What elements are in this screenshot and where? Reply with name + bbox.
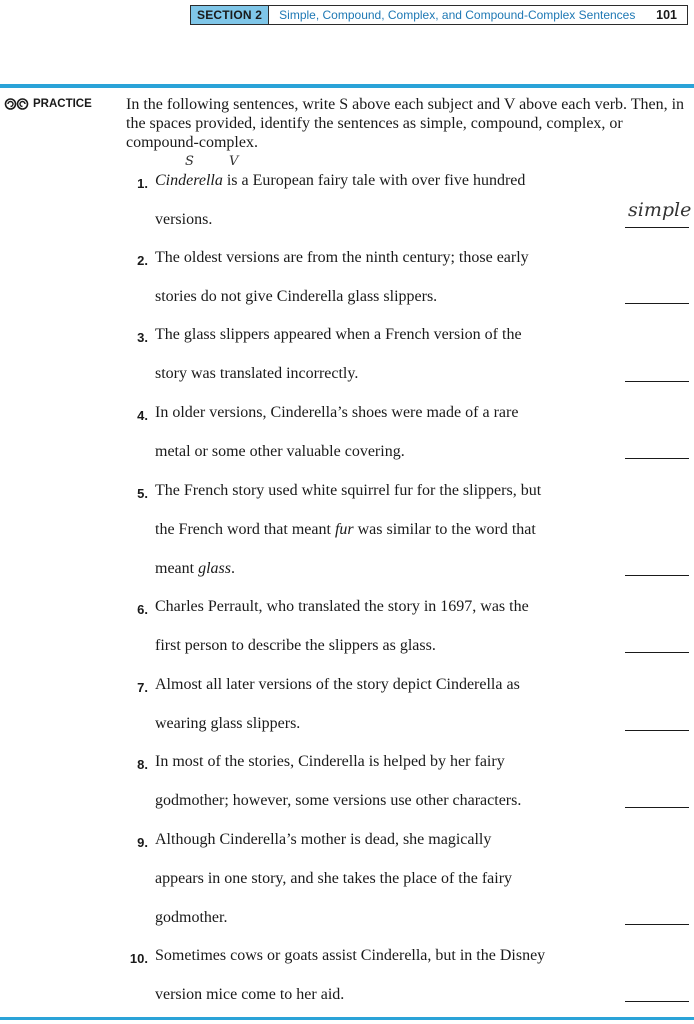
item-number: 1.: [137, 176, 148, 191]
verb-mark: V: [229, 154, 239, 169]
item-line: meant glass.: [155, 560, 235, 577]
item-line: In most of the stories, Cinderella is helped by her fairy: [155, 753, 505, 770]
answer-blank[interactable]: [625, 652, 689, 653]
top-divider: [0, 84, 694, 88]
item-line: godmother; however, some versions use other characters.: [155, 792, 522, 809]
item-number: 3.: [137, 330, 148, 345]
section-title: Simple, Compound, Complex, and Compound-Complex Sentences: [279, 8, 636, 22]
item-line: stories do not give Cinderella glass slippers.: [155, 288, 438, 305]
practice-label: [4, 98, 92, 110]
item-line: The French story used white squirrel fur for the slippers, but: [155, 482, 542, 499]
item-line: Charles Perrault, who translated the story in 1697, was the: [155, 598, 529, 615]
instructions: In the following sentences, write S above each subject and V above each verb. Then, in the spaces provided, identify the sentences as simple, compound, complex, or compound-complex.: [126, 96, 685, 151]
item-number: 9.: [137, 835, 148, 850]
page-number: 101: [656, 8, 677, 22]
item-line: The oldest versions are from the ninth century; those early: [155, 249, 529, 266]
item-line: story was translated incorrectly.: [155, 365, 359, 382]
item-number: 5.: [137, 486, 148, 501]
item-line: first person to describe the slippers as glass.: [155, 637, 436, 654]
answer-blank[interactable]: [625, 303, 689, 304]
item-number: 6.: [137, 602, 148, 617]
item-line: godmother.: [155, 909, 228, 926]
item-line: Cinderella is a European fairy tale with over five hundred: [155, 172, 526, 189]
item-line: Sometimes cows or goats assist Cinderella, but in the Disney: [155, 947, 546, 964]
item-line: Although Cinderella’s mother is dead, she magically: [155, 831, 492, 848]
practice-icon: [4, 98, 30, 110]
item-line: versions.: [155, 211, 213, 228]
item-line: metal or some other valuable covering.: [155, 443, 405, 460]
answer-blank[interactable]: [625, 381, 689, 382]
answer-blank[interactable]: [625, 807, 689, 808]
answer-blank[interactable]: [625, 924, 689, 925]
item-line: Almost all later versions of the story depict Cinderella as: [155, 676, 520, 693]
answer-blank[interactable]: [625, 1001, 689, 1002]
example-answer: simple: [628, 199, 692, 221]
section-header: [190, 5, 688, 25]
item-line: In older versions, Cinderella’s shoes were made of a rare: [155, 404, 519, 421]
italic-title: Cinderella: [155, 172, 223, 189]
item-number: 7.: [137, 680, 148, 695]
item-number: 2.: [137, 253, 148, 268]
item-line: wearing glass slippers.: [155, 715, 301, 732]
subject-mark: S: [185, 154, 194, 169]
answer-blank[interactable]: [625, 227, 689, 228]
answer-blank[interactable]: [625, 730, 689, 731]
bottom-divider: [0, 1017, 694, 1020]
practice-text: PRACTICE: [33, 98, 92, 110]
item-number: 8.: [137, 757, 148, 772]
item-number: 10.: [129, 951, 148, 966]
item-line: version mice come to her aid.: [155, 986, 345, 1003]
item-number: 4.: [137, 408, 148, 423]
item-line: The glass slippers appeared when a French version of the: [155, 326, 522, 343]
answer-blank[interactable]: [625, 458, 689, 459]
item-line: appears in one story, and she takes the place of the fairy: [155, 870, 513, 887]
item-line: the French word that meant fur was similar to the word that: [155, 521, 536, 538]
answer-blank[interactable]: [625, 575, 689, 576]
section-label: SECTION 2: [191, 6, 269, 24]
